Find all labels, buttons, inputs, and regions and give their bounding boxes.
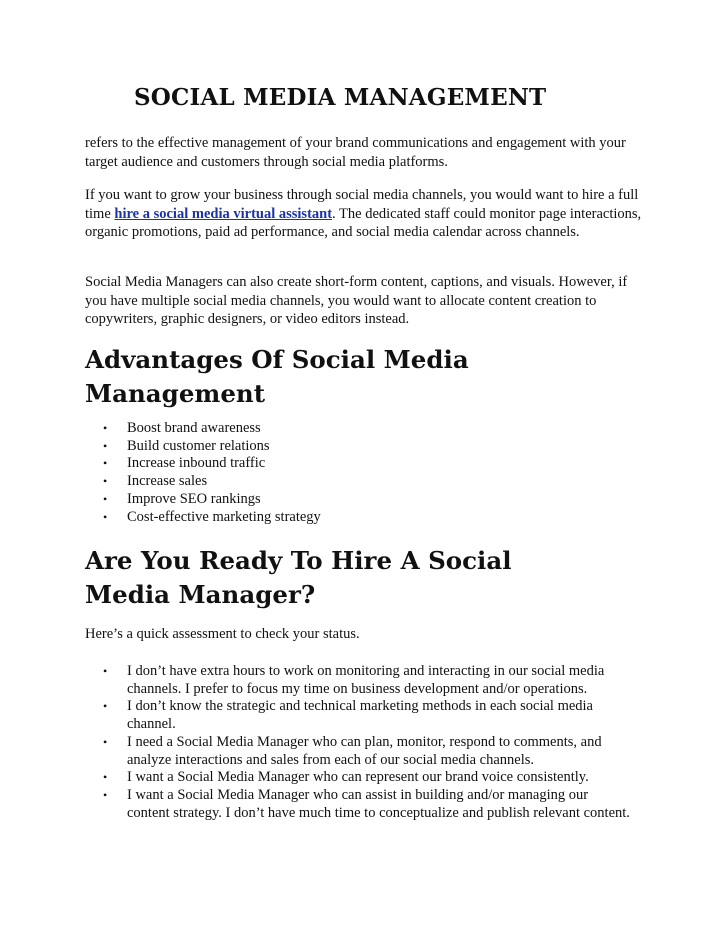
advantages-heading: Advantages Of Social Media Management (85, 345, 469, 408)
list-item (85, 698, 630, 733)
bullet-icon: • (103, 474, 108, 489)
list-item (85, 491, 645, 509)
hire-paragraph-after: . The dedicated staff could monitor page interactions, organic promotions, paid ad performance, and social media calendar across channels. (85, 205, 642, 240)
list-item (85, 438, 645, 456)
bullet-icon: • (103, 770, 108, 785)
list-item-text: I want a Social Media Manager who can represent our brand voice consistently. (127, 769, 589, 786)
list-item-text: I don’t have extra hours to work on monitoring and interacting in our social media channels. I prefer to focus my time on business development and/or operations. (127, 663, 605, 697)
hire-paragraph (85, 186, 645, 242)
hire-paragraph-before: If you want to grow your business through social media channels, you would want to hire a full time (85, 187, 639, 222)
content-creation-paragraph: Social Media Managers can also create short-form content, captions, and visuals. However, if you have multiple social media channels, you would want to allocate content creation to copywriters, graphic designers, or video editors instead. (85, 274, 628, 327)
assessment-list (85, 663, 630, 822)
bullet-icon: • (103, 438, 108, 453)
list-item-text: Increase inbound traffic (127, 455, 266, 472)
ready-to-hire-heading: Are You Ready To Hire A Social Media Manager? (85, 546, 512, 609)
list-item (85, 509, 645, 527)
list-item (85, 420, 645, 438)
list-item-text: Increase sales (127, 473, 208, 490)
bullet-icon: • (103, 491, 108, 506)
bullet-icon: • (103, 421, 108, 435)
bullet-icon: • (103, 699, 108, 714)
list-item (85, 787, 630, 822)
list-item (85, 734, 630, 769)
page-title: SOCIAL MEDIA MANAGEMENT (134, 84, 547, 111)
list-item (85, 473, 645, 491)
intro-paragraph: refers to the effective management of your brand communications and engagement with your target audience and customers through social media platforms. (85, 135, 626, 170)
assessment-intro: Here’s a quick assessment to check your status. (85, 626, 360, 642)
hire-virtual-assistant-link[interactable]: hire a social media virtual assistant (114, 205, 333, 222)
list-item (85, 769, 630, 787)
list-item-text: Boost brand awareness (127, 420, 261, 436)
list-item (85, 663, 630, 698)
list-item-text: I need a Social Media Manager who can plan, monitor, respond to comments, and analyze interactions and sales from each of our social media channels. (127, 733, 602, 768)
list-item-text: I want a Social Media Manager who can assist in building and/or managing our content strategy. I don’t have much time to conceptualize and publish relevant content. (127, 786, 630, 821)
list-item-text: I don’t know the strategic and technical marketing methods in each social media channel. (127, 698, 593, 733)
list-item-text: Cost-effective marketing strategy (127, 508, 321, 525)
list-item (85, 455, 645, 473)
list-item-text: Build customer relations (127, 437, 270, 454)
advantages-list (85, 420, 645, 526)
bullet-icon: • (103, 787, 108, 802)
bullet-icon: • (103, 456, 108, 471)
bullet-icon: • (103, 734, 108, 749)
bullet-icon: • (103, 509, 108, 524)
bullet-icon: • (103, 664, 108, 678)
list-item-text: Improve SEO rankings (127, 490, 261, 507)
